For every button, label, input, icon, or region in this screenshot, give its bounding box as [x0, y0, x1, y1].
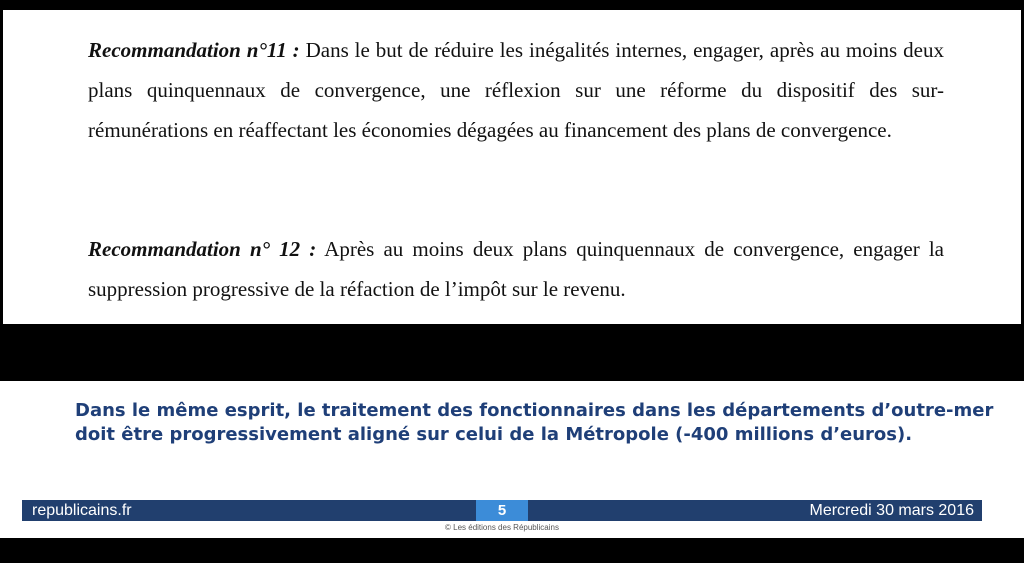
footer-date: Mercredi 30 mars 2016 — [809, 502, 974, 519]
copyright-notice: © Les éditions des Républicains — [445, 523, 559, 532]
recommendation-12-text: Après au moins deux plans quinquennaux de convergence, engager la suppression progressive de la réfaction de l’impôt sur le revenu. — [88, 237, 944, 301]
presentation-slide — [0, 381, 1024, 538]
recommendation-12-label: Recommandation n° 12 : — [88, 237, 317, 261]
bottom-letterbox — [0, 538, 1024, 563]
page-number-badge: 5 — [476, 500, 528, 521]
slide-footer-bar — [22, 500, 982, 521]
recommendation-11-text: Dans le but de réduire les inégalités internes, engager, après au moins deux plans quinquennaux de convergence, une réflexion sur une réforme du dispositif des sur-rémunérations en réaffectant les économies dégagées au financement des plans de convergence. — [88, 38, 944, 142]
slide-headline: Dans le même esprit, le traitement des fonctionnaires dans les départements d’outre-mer doit être progressivement aligné sur celui de la Métropole (-400 millions d’euros). — [75, 400, 994, 445]
recommendation-11 — [88, 30, 944, 150]
footer-website: republicains.fr — [32, 502, 132, 519]
top-letterbox — [0, 0, 1024, 10]
document-excerpt — [3, 10, 1021, 324]
recommendation-12 — [88, 229, 944, 309]
recommendation-11-label: Recommandation n°11 : — [88, 38, 300, 62]
